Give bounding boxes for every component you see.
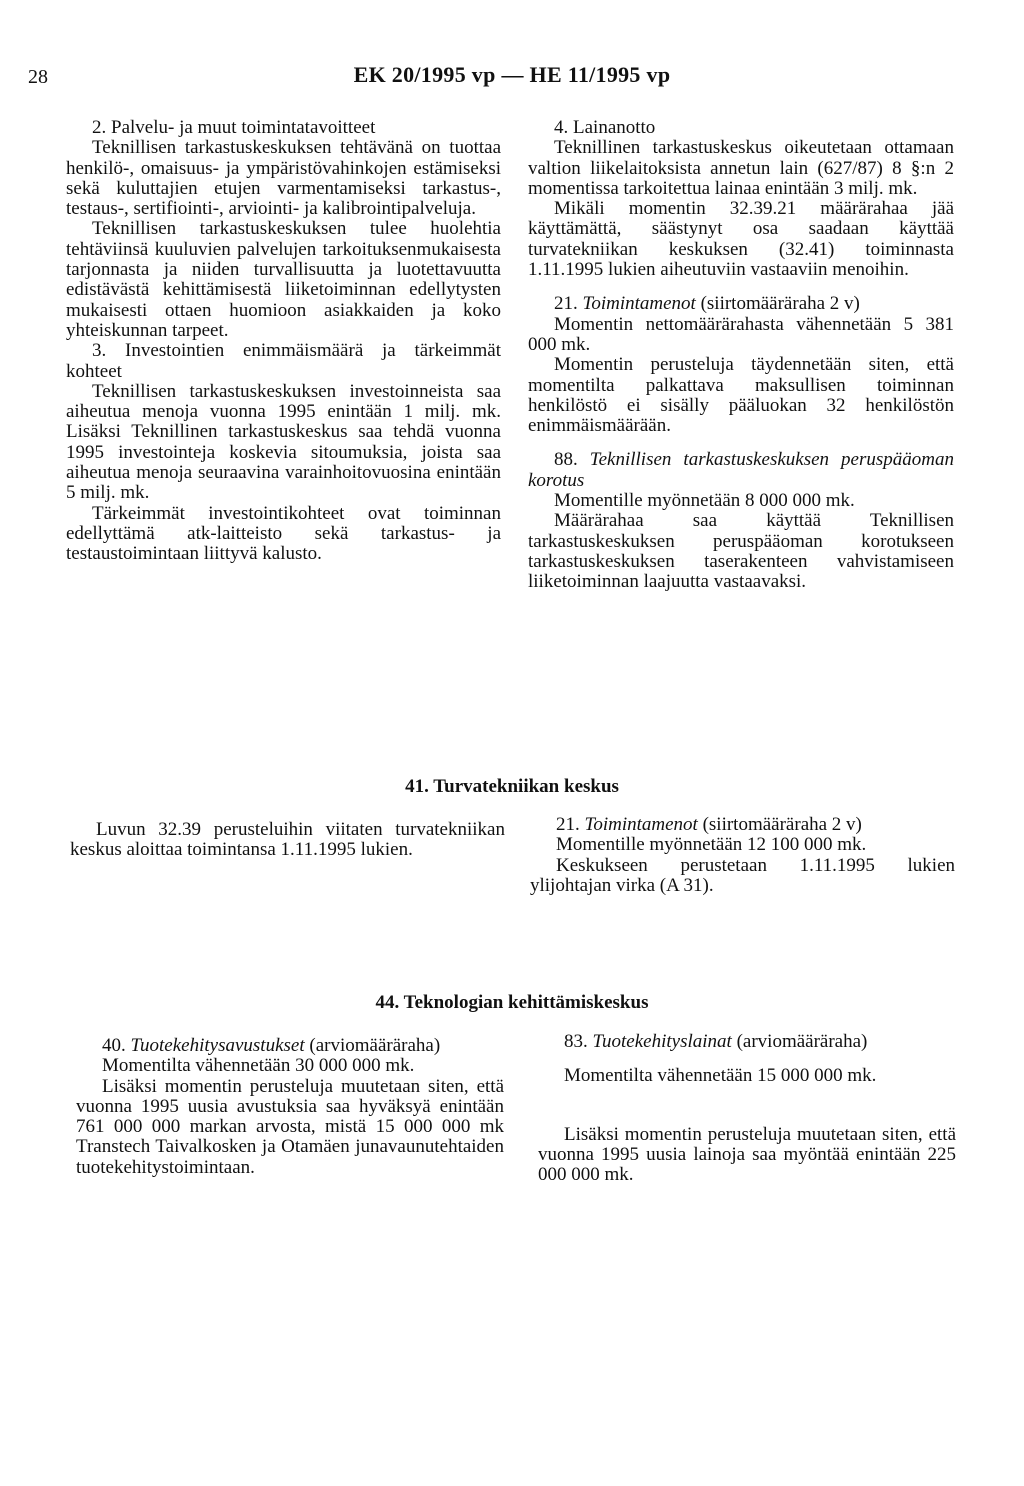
item-title: Tuotekehityslainat xyxy=(592,1031,732,1052)
item-title: Toimintamenot xyxy=(584,814,698,835)
item-heading-21 xyxy=(528,294,954,314)
paragraph: Teknillisen tarkastuskeskuksen tulee huolehtia tehtäviinsä kuuluvien palvelujen tarkoituksenmukaisesta tarjonnasta ja niiden turvallisuutta ja luotettavuutta edistävästä kehittämisestä liiketoiminnan edellytysten mukaisesti ottaen huomioon asiakkaiden ja koko yhteiskunnan tarpeet. xyxy=(66,218,501,341)
section-41-left xyxy=(70,820,505,861)
item-number: 21. xyxy=(554,293,578,315)
paragraph: Momentilta vähennetään 30 000 000 mk. xyxy=(102,1055,415,1077)
item-number: 88. xyxy=(554,449,578,471)
item-title: Teknillisen tarkastuskeskuksen peruspääoman korotus xyxy=(528,449,954,491)
paragraph: Määrärahaa saa käyttää Teknillisen tarkastuskeskuksen peruspääoman korotukseen tarkastuskeskuksen taserakenteen vahvistamiseen liiketoiminnan laajuutta vastaavaksi. xyxy=(528,510,954,593)
paragraph: Momentin nettomäärärahasta vähennetään 5 381 000 mk. xyxy=(528,313,954,355)
paragraph: Teknillisen tarkastuskeskuksen tehtävänä on tuottaa henkilö-, omaisuus- ja ympäristövahinkojen estämiseksi sekä kuluttajien etujen varmentamiseksi tarkastus-, testaus-, sertifiointi-, arviointi- ja kalibrointipalveluja. xyxy=(66,137,501,220)
item-number: 40. xyxy=(102,1035,126,1056)
section-41-right xyxy=(530,815,955,896)
paragraph: Momentille myönnetään 12 100 000 mk. xyxy=(556,834,867,856)
item-number: 83. xyxy=(564,1031,588,1052)
paragraph: Luvun 32.39 perusteluihin viitaten turvatekniikan keskus aloittaa toimintansa 1.11.1995 lukien. xyxy=(70,819,505,861)
item-title: Toimintamenot xyxy=(582,293,696,315)
section-heading-44: 44. Teknologian kehittämiskeskus xyxy=(375,992,649,1013)
section-44-left xyxy=(76,1036,504,1178)
heading-borrowing: 4. Lainanotto xyxy=(554,117,656,138)
paragraph: Momentilta vähennetään 15 000 000 mk. xyxy=(564,1065,877,1087)
section-44-right xyxy=(538,1032,956,1185)
paragraph: Momentille myönnetään 8 000 000 mk. xyxy=(554,490,855,512)
page-number: 28 xyxy=(28,66,48,88)
item-heading-88 xyxy=(528,450,954,491)
paragraph: Lisäksi momentin perusteluja muutetaan siten, että vuonna 1995 uusia lainoja saa myöntää enintään 225 000 000 mk. xyxy=(538,1123,956,1186)
paragraph: Momentin perusteluja täydennetään siten, että momentilta palkattava maksullisen toiminnan henkilöstö ei sisälly pääluokan 32 henkilöstön enimmäismäärään. xyxy=(528,354,954,437)
item-type: (siirtomääräraha 2 v) xyxy=(700,293,860,315)
paragraph: Teknillisen tarkastuskeskuksen investoinneista saa aiheutua menoja vuonna 1995 enintään 1 milj. mk. Lisäksi Teknillinen tarkastuskeskus saa tehdä vuonna 1995 investointeja koskevia sitoumuksia, joista saa aiheutua menoja seuraavina varainhoitovuosina enintään 5 milj. mk. xyxy=(66,380,501,504)
item-type: (arviomääräraha) xyxy=(736,1031,868,1052)
top-left-column xyxy=(66,118,501,565)
item-type: (arviomääräraha) xyxy=(309,1035,441,1056)
paragraph: Mikäli momentin 32.39.21 määrärahaa jää käyttämättä, säästynyt osa saadaan käyttää turvatekniikan keskuksen (32.41) toiminnasta 1.11.1995 lukien aiheutuviin vastaaviin menoihin. xyxy=(528,198,954,281)
paragraph: Keskukseen perustetaan 1.11.1995 lukien ylijohtajan virka (A 31). xyxy=(530,854,955,896)
item-heading-83 xyxy=(538,1032,956,1052)
running-head: EK 20/1995 vp — HE 11/1995 vp xyxy=(353,62,671,87)
item-number: 21. xyxy=(556,814,580,835)
item-heading-40 xyxy=(76,1036,504,1056)
paragraph: Lisäksi momentin perusteluja muutetaan siten, että vuonna 1995 uusia avustuksia saa hyväksyä enintään 761 000 000 markan arvosta, mistä 15 000 000 mk Transtech Taivalkosken ja Otamäen junavaunutehtaiden tuotekehitystoimintaan. xyxy=(76,1075,504,1178)
top-right-column xyxy=(528,118,954,593)
heading-investments: 3. Investointien enimmäismäärä ja tärkeimmät kohteet xyxy=(66,340,501,382)
paragraph: Teknillinen tarkastuskeskus oikeutetaan ottamaan valtion liikelaitoksista annetun lain (627/87) 8 §:n 2 momentissa tarkoitettua lainaa enintään 3 milj. mk. xyxy=(528,137,954,199)
item-heading-21 xyxy=(530,815,955,835)
heading-service-goals: 2. Palvelu- ja muut toimintatavoitteet xyxy=(92,117,376,138)
item-type: (siirtomääräraha 2 v) xyxy=(702,814,862,835)
section-heading-41: 41. Turvatekniikan keskus xyxy=(405,776,619,797)
item-title: Tuotekehitysavustukset xyxy=(130,1035,305,1056)
paragraph: Tärkeimmät investointikohteet ovat toiminnan edellyttämä atk-laitteisto sekä tarkastus- ja testaustoimintaan liittyvä kalusto. xyxy=(66,502,501,565)
